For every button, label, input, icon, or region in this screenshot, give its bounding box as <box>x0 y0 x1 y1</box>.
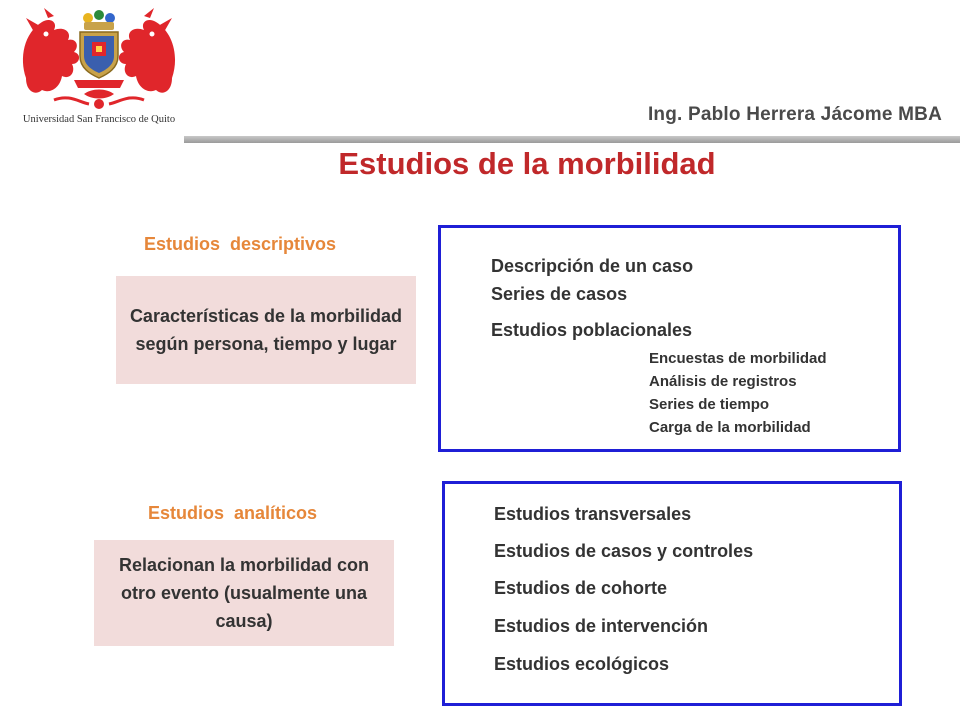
list-item: Estudios transversales <box>494 504 692 524</box>
list-item: Estudios poblacionales <box>491 320 693 340</box>
sub-list-item: Análisis de registros <box>649 373 797 390</box>
list-item: Estudios ecológicos <box>494 654 670 674</box>
analytical-summary: Relacionan la morbilidad con otro evento (usualmente una causa) <box>94 540 394 646</box>
header-divider <box>184 136 960 143</box>
descriptive-list-box <box>438 225 901 452</box>
descriptive-summary: Características de la morbilidad según persona, tiempo y lugar <box>116 276 416 384</box>
list-item: Estudios de intervención <box>494 616 709 636</box>
institution-name: Universidad San Francisco de Quito <box>22 114 176 125</box>
sub-list-item: Carga de la morbilidad <box>649 419 811 436</box>
page-title: Estudios de la morbilidad <box>338 146 716 181</box>
analytical-list-box <box>442 481 902 706</box>
sub-list-item: Encuestas de morbilidad <box>649 350 827 367</box>
list-item: Estudios de cohorte <box>494 578 668 598</box>
author-name: Ing. Pablo Herrera Jácome MBA <box>647 104 942 125</box>
analytical-label: Estudios analíticos <box>148 503 318 523</box>
list-item: Series de casos <box>491 284 628 304</box>
list-item: Descripción de un caso <box>491 256 694 276</box>
descriptive-label: Estudios descriptivos <box>144 234 337 254</box>
university-crest-icon <box>14 8 184 114</box>
list-item: Estudios de casos y controles <box>494 541 754 561</box>
university-logo <box>14 8 184 134</box>
sub-list-item: Series de tiempo <box>649 396 770 413</box>
